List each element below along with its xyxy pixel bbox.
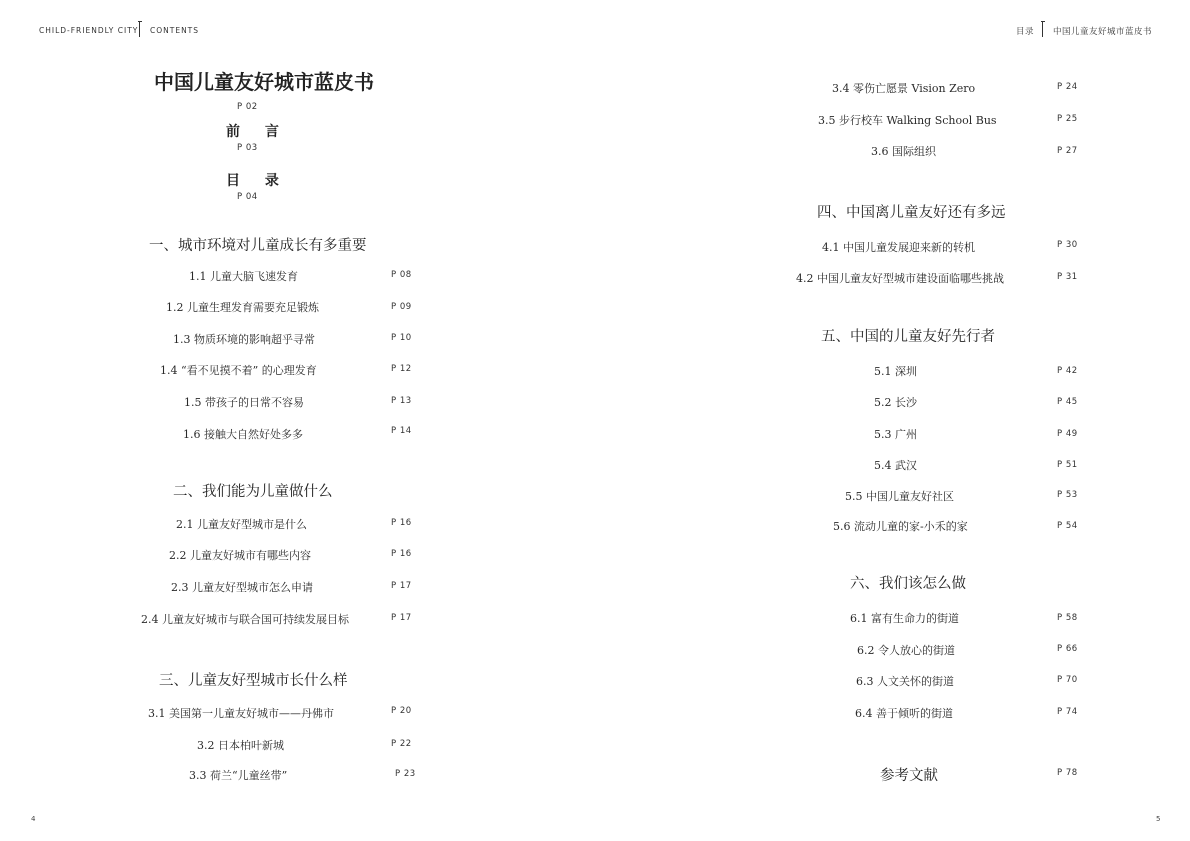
contents-heading[interactable]: 目 录 [226,173,289,189]
references-heading[interactable]: 参考文献 [880,768,938,784]
toc-page-3-2[interactable]: P 22 [391,739,412,749]
toc-page-1-4[interactable]: P 12 [391,364,412,374]
section-heading-6[interactable]: 六、我们该怎么做 [850,576,966,592]
toc-item-3-4[interactable]: 3.4 零伤亡愿景 Vision Zero [832,82,976,95]
toc-item-3-3[interactable]: 3.3 荷兰“儿童丝带” [189,769,288,782]
toc-item-1-3[interactable]: 1.3 物质环境的影响超乎寻常 [173,333,315,346]
toc-page-5-1[interactable]: P 42 [1057,366,1078,376]
toc-item-5-1[interactable]: 5.1 深圳 [874,365,917,378]
toc-item-1-4[interactable]: 1.4 “看不见摸不着” 的心理发育 [160,364,317,377]
toc-page-3-5[interactable]: P 25 [1057,114,1078,124]
toc-page-6-2[interactable]: P 66 [1057,644,1078,654]
header-book-title-en: CHILD-FRIENDLY CITY [39,26,139,35]
toc-item-4-1[interactable]: 4.1 中国儿童发展迎来新的转机 [822,241,975,254]
toc-item-5-5[interactable]: 5.5 中国儿童友好社区 [845,490,954,503]
contents-page[interactable]: P 04 [237,192,258,202]
section-heading-2[interactable]: 二、我们能为儿童做什么 [173,484,333,500]
section-heading-4[interactable]: 四、中国离儿童友好还有多远 [817,205,1006,221]
toc-page-5-3[interactable]: P 49 [1057,429,1078,439]
toc-page-3-3[interactable]: P 23 [395,769,416,779]
toc-item-1-5[interactable]: 1.5 带孩子的日常不容易 [184,396,304,409]
preface-page[interactable]: P 03 [237,143,258,153]
toc-item-6-4[interactable]: 6.4 善于倾听的街道 [855,707,953,720]
toc-page-4-2[interactable]: P 31 [1057,272,1078,282]
toc-item-6-1[interactable]: 6.1 富有生命力的街道 [850,612,959,625]
toc-item-3-2[interactable]: 3.2 日本柏叶新城 [197,739,284,752]
toc-page-5-6[interactable]: P 54 [1057,521,1078,531]
header-book-title-zh: 中国儿童友好城市蓝皮书 [1053,27,1153,37]
toc-page-2-4[interactable]: P 17 [391,613,412,623]
toc-item-2-4[interactable]: 2.4 儿童友好城市与联合国可持续发展目标 [141,613,349,626]
toc-page-3-6[interactable]: P 27 [1057,146,1078,156]
toc-item-4-2[interactable]: 4.2 中国儿童友好型城市建设面临哪些挑战 [796,272,1004,285]
header-section-zh: 目录 [1016,27,1035,37]
references-page[interactable]: P 78 [1057,768,1078,778]
toc-page-6-4[interactable]: P 74 [1057,707,1078,717]
toc-item-1-2[interactable]: 1.2 儿童生理发育需要充足锻炼 [166,301,319,314]
toc-item-6-3[interactable]: 6.3 人文关怀的街道 [856,675,954,688]
toc-page-6-1[interactable]: P 58 [1057,613,1078,623]
toc-page-3-4[interactable]: P 24 [1057,82,1078,92]
toc-page-3-1[interactable]: P 20 [391,706,412,716]
preface-heading[interactable]: 前 言 [226,124,289,140]
toc-page-5-5[interactable]: P 53 [1057,490,1078,500]
toc-page-1-5[interactable]: P 13 [391,396,412,406]
toc-page-1-1[interactable]: P 08 [391,270,412,280]
toc-item-5-3[interactable]: 5.3 广州 [874,428,917,441]
toc-page-1-3[interactable]: P 10 [391,333,412,343]
toc-item-1-1[interactable]: 1.1 儿童大脑飞速发育 [189,270,298,283]
toc-item-2-3[interactable]: 2.3 儿童友好型城市怎么申请 [171,581,313,594]
header-section-en: CONTENTS [150,26,200,35]
section-heading-3[interactable]: 三、儿童友好型城市长什么样 [159,673,348,689]
toc-item-6-2[interactable]: 6.2 令人放心的街道 [857,644,955,657]
book-title: 中国儿童友好城市蓝皮书 [154,70,374,94]
toc-item-2-2[interactable]: 2.2 儿童友好城市有哪些内容 [169,549,311,562]
toc-page-2-3[interactable]: P 17 [391,581,412,591]
header-separator-left [139,21,140,37]
toc-item-3-5[interactable]: 3.5 步行校车 Walking School Bus [818,114,997,127]
toc-page-1-6[interactable]: P 14 [391,426,412,436]
section-heading-1[interactable]: 一、城市环境对儿童成长有多重要 [149,238,367,254]
header-separator-right [1042,21,1043,37]
toc-item-5-6[interactable]: 5.6 流动儿童的家-小禾的家 [833,520,968,533]
toc-item-2-1[interactable]: 2.1 儿童友好型城市是什么 [176,518,307,531]
toc-item-1-6[interactable]: 1.6 接触大自然好处多多 [183,428,303,441]
toc-page-6-3[interactable]: P 70 [1057,675,1078,685]
toc-item-3-6[interactable]: 3.6 国际组织 [871,145,936,158]
toc-item-5-4[interactable]: 5.4 武汉 [874,459,917,472]
toc-page-5-2[interactable]: P 45 [1057,397,1078,407]
toc-page-5-4[interactable]: P 51 [1057,460,1078,470]
toc-item-5-2[interactable]: 5.2 长沙 [874,396,917,409]
toc-item-3-1[interactable]: 3.1 美国第一儿童友好城市——丹佛市 [148,707,334,720]
left-page-number: 4 [31,815,36,823]
book-title-page[interactable]: P 02 [237,102,258,112]
toc-page-2-1[interactable]: P 16 [391,518,412,528]
toc-page-1-2[interactable]: P 09 [391,302,412,312]
toc-page-2-2[interactable]: P 16 [391,549,412,559]
toc-page-4-1[interactable]: P 30 [1057,240,1078,250]
section-heading-5[interactable]: 五、中国的儿童友好先行者 [821,329,995,345]
right-page-number: 5 [1156,815,1161,823]
